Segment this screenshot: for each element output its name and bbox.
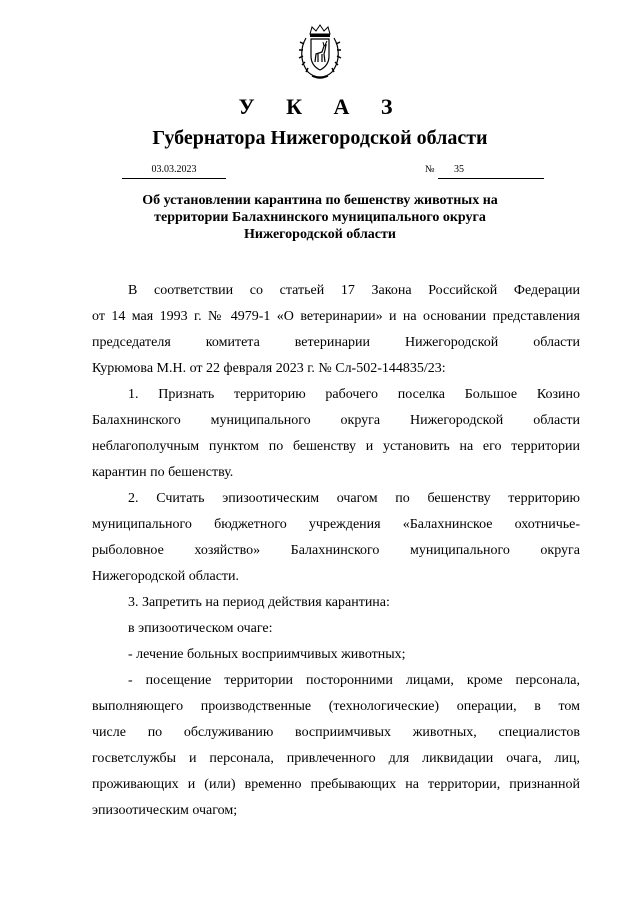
body-line: Нижегородской области. — [92, 569, 240, 584]
body-line: муниципального бюджетного учреждения «Балахнинское охотничье- — [92, 517, 580, 532]
body-line: выполняющего производственные (технологические) операции, в том — [92, 699, 580, 714]
body-line: председателя комитета ветеринарии Нижегородской области — [92, 335, 580, 350]
body-line: числе по обслуживанию восприимчивых животных, специалистов — [92, 725, 580, 740]
body-line: Балахнинского муниципального округа Нижегородской области — [92, 413, 580, 428]
body-line: Курюмова М.Н. от 22 февраля 2023 г. № Сл-502-144835/23: — [92, 361, 446, 376]
body-line: рыболовное хозяйство» Балахнинского муниципального округа — [92, 543, 580, 558]
issuer-title: Губернатора Нижегородской области — [152, 127, 488, 149]
decree-number-field — [438, 162, 544, 179]
body-line: - лечение больных восприимчивых животных; — [128, 647, 406, 662]
decree-date: 03.03.2023 — [151, 164, 197, 175]
heading-line: территории Балахнинского муниципального округа — [154, 210, 486, 225]
heading-line: Об установлении карантина по бешенству животных на — [142, 193, 498, 208]
decree-heading — [120, 192, 520, 243]
body-line: в эпизоотическом очаге: — [128, 621, 273, 636]
body-line: 1. Признать территорию рабочего поселка Большое Козино — [128, 387, 580, 402]
body-line: 3. Запретить на период действия карантина: — [128, 595, 390, 610]
body-line: проживающих и (или) временно пребывающих на территории, признанной — [92, 777, 580, 792]
document-type-title: У К А З — [238, 94, 406, 119]
heading-line: Нижегородской области — [244, 227, 396, 242]
body-line: эпизоотическим очагом; — [92, 803, 238, 818]
body-line: В соответствии со статьей 17 Закона Российской Федерации — [128, 283, 580, 298]
body-line: от 14 мая 1993 г. № 4979-1 «О ветеринарии» и на основании представления — [92, 309, 580, 324]
body-line: госветслужбы и персонала, привлеченного для ликвидации очага, лиц, — [92, 751, 580, 766]
decree-date-field — [122, 162, 226, 179]
body-line: неблагополучным пунктом по бешенству и установить на его территории — [92, 439, 580, 454]
decree-number: 35 — [454, 164, 464, 175]
number-sign: № — [425, 164, 435, 175]
body-line: карантин по бешенству. — [92, 465, 234, 480]
coat-of-arms-icon — [296, 24, 344, 80]
body-line: 2. Считать эпизоотическим очагом по бешенству территорию — [128, 491, 580, 506]
body-line: - посещение территории посторонними лицами, кроме персонала, — [128, 673, 580, 688]
decree-body — [92, 278, 580, 824]
